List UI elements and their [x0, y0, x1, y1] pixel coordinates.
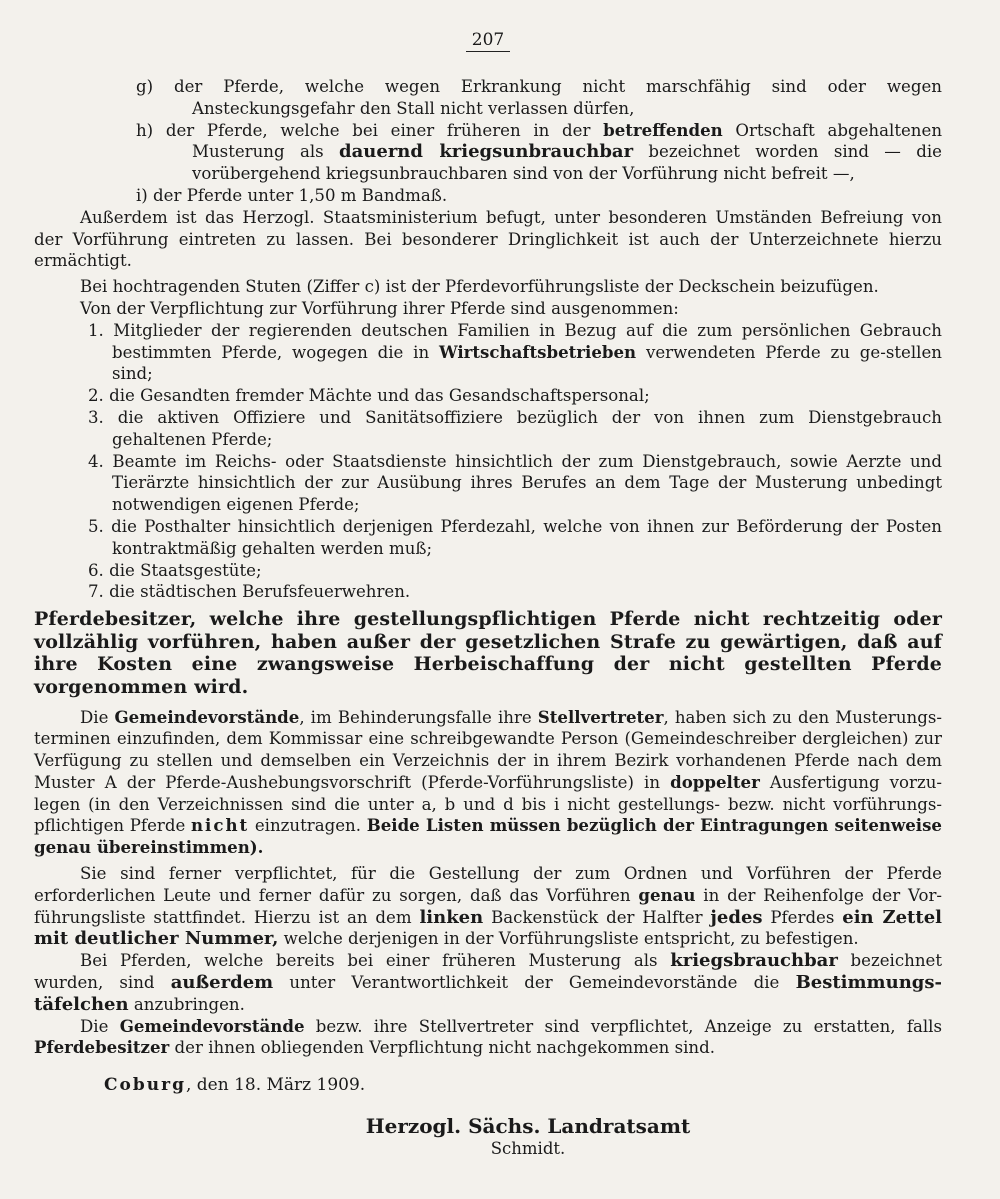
page-number: 207 — [34, 30, 942, 52]
exemption-2: 2. die Gesandten fremder Mächte und das Gesandschaftspersonal; — [88, 386, 650, 406]
exemption-4: 4. Beamte im Reichs- oder Staatsdienste hinsichtlich der zum Dienstgebrauch, sowie Aerzte und Tierärzte hinsichtlich der zur Ausübung ihres Berufes an dem Tage der Musterung unbedingt notwendigen eigenen Pferde; — [88, 451, 942, 515]
paragraph-kriegsbrauchbar: Bei Pferden, welche bereits bei einer früheren Musterung als kriegsbrauchbar bezeichnet wurden, sind außerdem unter Verantwortlichkeit der Gemeindevorstände die Bestimmungs-täfelchen anzubringen. — [34, 950, 942, 1015]
paragraph-anzeige: Die Gemeindevorstände bezw. ihre Stellvertreter sind verpflichtet, Anzeige zu erstatten, falls Pferdebesitzer der ihnen obliegenden Verpflichtung nicht nachgekommen sind. — [34, 1015, 942, 1058]
exemption-3: 3. die aktiven Offiziere und Sanitätsoffiziere bezüglich der von ihnen zum Dienstgebrauch gehaltenen Pferde; — [88, 407, 942, 449]
item-g: g) der Pferde, welche wegen Erkrankung nicht marschfähig sind oder wegen Ansteckungsgefahr den Stall nicht verlassen dürfen, — [136, 77, 942, 118]
exemption-6: 6. die Staatsgestüte; — [88, 560, 262, 580]
item-h: h) der Pferde, welche bei einer früheren in der betreffenden Ortschaft abgehaltenen Musterung als dauernd kriegsunbrauchbar bezeichnet worden sind — die vorübergehend kriegsunbrauchbaren sind von der Vorführung nicht befreit —, — [136, 119, 943, 184]
item-i: i) der Pferde unter 1,50 m Bandmaß. — [136, 185, 448, 205]
date-line: Coburg, den 18. März 1909. — [104, 1075, 366, 1096]
paragraph-gestellung: Sie sind ferner verpflichtet, für die Gestellung der zum Ordnen und Vorführen der Pferde erforderlichen Leute und ferner dafür zu sorgen, daß das Vorführen genau in der Reihenfolge der Vor-führungsliste stattfindet. Hierzu ist an dem linken Backenstück der Halfter jedes Pferdes ein Zettel mit deutlicher Nummer, welche derjenigen in der Vorführungsliste entspricht, zu befestigen. — [34, 864, 942, 950]
paragraph-ausserdem: Außerdem ist das Herzogl. Staatsministerium befugt, unter besonderen Umständen Befreiung von der Vorführung eintreten zu lassen. Bei besonderer Dringlichkeit ist auch der Unterzeichnete hierzu ermächtigt. — [34, 207, 942, 271]
paragraph-stuten: Bei hochtragenden Stuten (Ziffer c) ist der Pferdevorführungsliste der Deckschein beizufügen. — [80, 277, 879, 297]
exemption-5: 5. die Posthalter hinsichtlich derjenigen Pferdezahl, welche von ihnen zur Beförderung der Posten kontraktmäßig gehalten werden muß; — [88, 516, 942, 558]
exemption-7: 7. die städtischen Berufsfeuerwehren. — [88, 582, 411, 602]
exemption-1: 1. Mitglieder der regierenden deutschen Familien in Bezug auf die zum persönlichen Gebrauch bestimmten Pferde, wogegen die in Wirtschaftsbetrieben verwendeten Pferde zu ge-stellen sind; — [88, 320, 942, 384]
paragraph-gemeindevorstaende: Die Gemeindevorstände, im Behinderungsfalle ihre Stellvertreter, haben sich zu den Musterungs-terminen einzufinden, dem Kommissar eine schreibgewandte Person (Gemeindeschreiber dergleichen) zur Verfügung zu stellen und demselben ein Verzeichnis der in ihrem Bezirk vorhandenen Pferde nach dem Muster A der Pferde-Aushebungsvorschrift (Pferde-Vorführungsliste) in doppelter Ausfertigung vorzu-legen (in den Verzeichnissen sind die unter a, b und d bis i nicht gestellungs- bezw. nicht vorführungs-pflichtigen Pferde nicht einzutragen. Beide Listen müssen bezüglich der Eintragungen seitenweise genau übereinstimmen). — [34, 706, 943, 858]
warning-paragraph: Pferdebesitzer, welche ihre gestellungspflichtigen Pferde nicht rechtzeitig oder vollzählig vorführen, haben außer der gesetzlichen Strafe zu gewärtigen, daß auf ihre Kosten eine zwangsweise Herbeischaffung der nicht gestellten Pferde vorgenommen wird. — [34, 608, 942, 698]
signature-name: Schmidt. — [490, 1139, 566, 1159]
signature-office: Herzogl. Sächs. Landratsamt — [365, 1114, 691, 1139]
paragraph-verpflichtung: Von der Verpflichtung zur Vorführung ihrer Pferde sind ausgenommen: — [80, 298, 679, 318]
